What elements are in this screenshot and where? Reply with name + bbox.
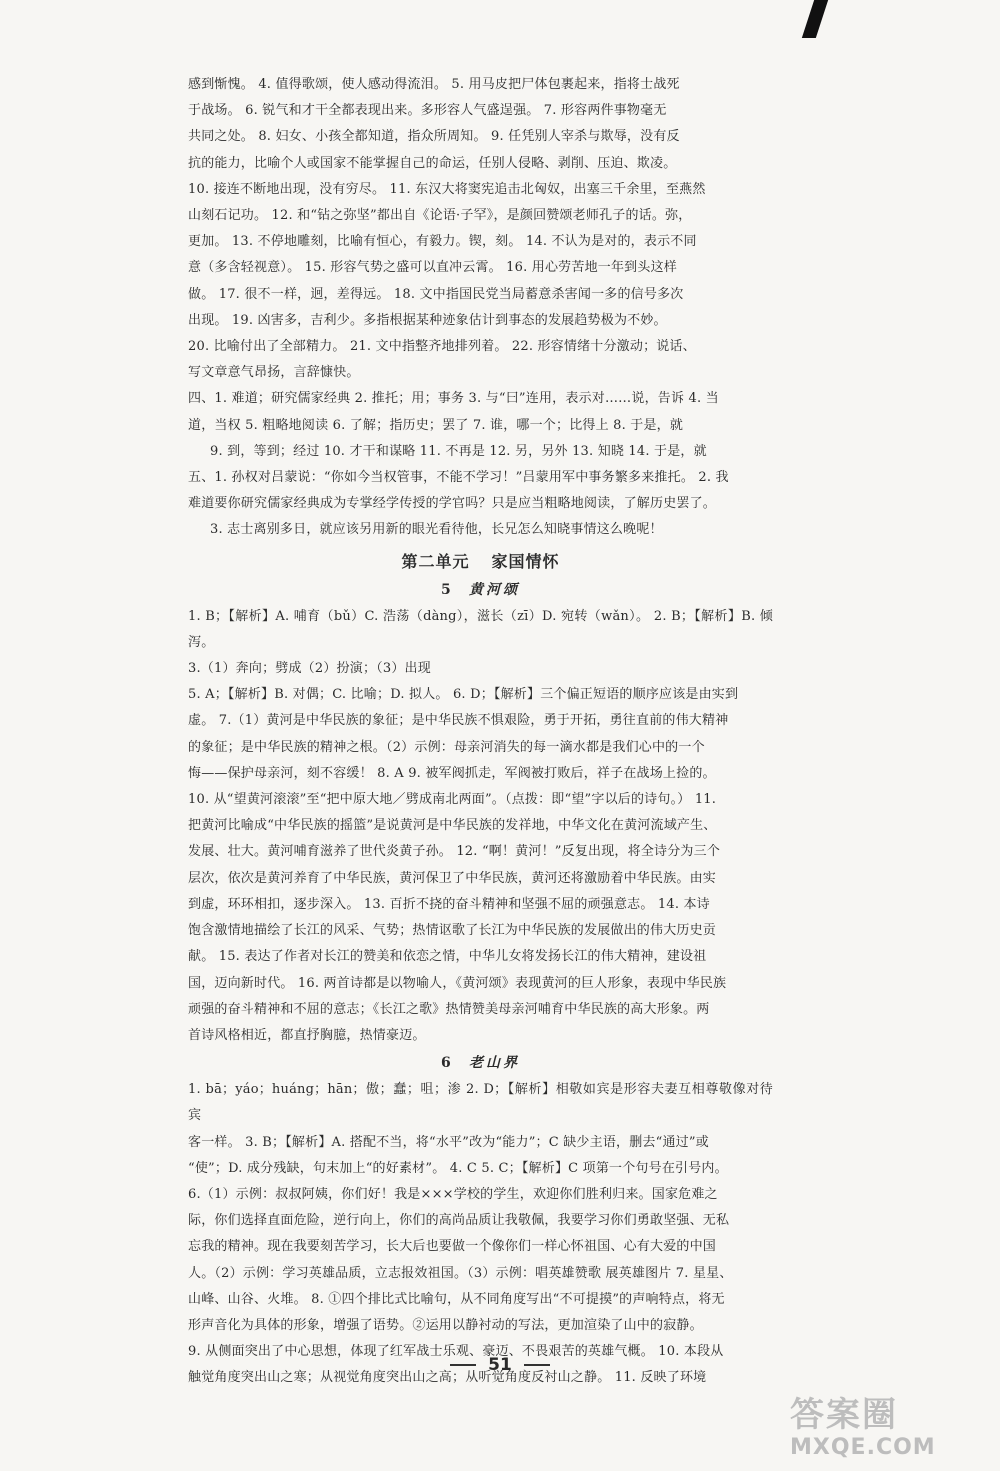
text-line: 1. bā；yáo；huáng；hān；傲；蠢；咀；渗 2. D；【解析】相敬如宾是形容夫妻互相尊敬像对待宾 bbox=[188, 1082, 773, 1124]
text-line: 四、1. 难道；研究儒家经典 2. 推托；用；事务 3. 与“曰”连用，表示对……说，告诉 4. 当 bbox=[188, 391, 719, 407]
text-line: 顽强的奋斗精神和不屈的意志；《长江之歌》热情赞美母亲河哺育中华民族的高大形象。两 bbox=[188, 1001, 710, 1017]
text-line: 3.（1）奔向；劈成（2）扮演；（3）出现 bbox=[188, 661, 431, 677]
text-line: 层次，依次是黄河养育了中华民族，黄河保卫了中华民族，黄河还将激励着中华民族。由实 bbox=[188, 870, 717, 886]
text-line: 6.（1）示例：叔叔阿姨，你们好！我是×××学校的学生，欢迎你们胜利归来。国家危难之 bbox=[188, 1186, 718, 1202]
lesson-number: 5 bbox=[441, 581, 451, 598]
text-line: 五、1. 孙权对吕蒙说：“你如今当权管事，不能不学习！”吕蒙用军中事务繁多来推托。 2. 我 bbox=[188, 470, 729, 486]
text-line: 悔——保护母亲河，刻不容缓！ 8. A 9. 被军阀抓走，军阀被打败后，祥子在战场上捡的。 bbox=[188, 765, 716, 781]
text-line: 5. A；【解析】B. 对偶；C. 比喻；D. 拟人。 6. D；【解析】三个偏正短语的顺序应该是由实到 bbox=[188, 687, 739, 703]
text-line: 际，你们选择直面危险，逆行向上，你们的高尚品质让我敬佩，我要学习你们勇敢坚强、无私 bbox=[188, 1213, 730, 1229]
text-line: 形声音化为具体的形象，增强了语势。②运用以静衬动的写法，更加渲染了山中的寂静。 bbox=[188, 1317, 703, 1333]
text-line: 做。 17. 很不一样，迥，差得远。 18. 文中指国民党当局蓄意杀害闻一多的信号多次 bbox=[188, 286, 684, 302]
unit-title bbox=[188, 548, 773, 576]
text-line: 9. 从侧面突出了中心思想，体现了红军战士乐观、豪迈、不畏艰苦的英雄气概。 10. 本段从 bbox=[188, 1344, 724, 1360]
text-line: 难道要你研究儒家经典成为专掌经学传授的学官吗？只是应当粗略地阅读，了解历史罢了。 bbox=[188, 496, 717, 512]
lesson-title bbox=[188, 1049, 773, 1077]
section-four bbox=[188, 386, 773, 465]
text-line: 人。（2）示例：学习英雄品质，立志报效祖国。（3）示例：唱英雄赞歌 展英雄图片 7. 星星、 bbox=[188, 1265, 733, 1281]
watermark-bottom: MXQE.COM bbox=[790, 1435, 936, 1460]
lesson-number: 6 bbox=[441, 1055, 451, 1072]
text-line: 共同之处。 8. 妇女、小孩全都知道，指众所周知。 9. 任凭别人宰杀与欺辱，没有反 bbox=[188, 129, 680, 145]
text-line: 20. 比喻付出了全部精力。 21. 文中指整齐地排列着。 22. 形容情绪十分激动；说话、 bbox=[188, 339, 696, 355]
answer-content bbox=[188, 72, 773, 1392]
text-line: 发展、壮大。黄河哺育滋养了世代炎黄子孙。 12. “啊！黄河！”反复出现，将全诗分为三个 bbox=[188, 844, 721, 860]
text-line: 虚。 7.（1）黄河是中华民族的象征；是中华民族不惧艰险，勇于开拓，勇往直前的伟大精神 bbox=[188, 713, 729, 729]
text-line: 客一样。 3. B；【解析】A. 搭配不当，将“水平”改为“能力”；C 缺少主语，删去“通过”或 bbox=[188, 1134, 709, 1150]
text-line: 9. 到，等到；经过 10. 才干和谋略 11. 不再是 12. 另，另外 13. 知晓 14. 于是，就 bbox=[210, 443, 707, 459]
lesson-title bbox=[188, 576, 773, 604]
text-line: 饱含激情地描绘了长江的风采、气势；热情讴歌了长江为中华民族的发展做出的伟大历史贡 bbox=[188, 923, 717, 939]
text-line: 抗的能力，比喻个人或国家不能掌握自己的命运，任别人侵略、剥削、压迫、欺凌。 bbox=[188, 155, 677, 171]
text-line: 感到惭愧。 4. 值得歌颂，使人感动得流泪。 5. 用马皮把尸体包裹起来，指将士战死 bbox=[188, 77, 680, 92]
page-number bbox=[0, 1355, 1000, 1375]
text-line: 到虚，环环相扣，逐步深入。 13. 百折不挠的奋斗精神和坚强不屈的顽强意志。 14. 本诗 bbox=[188, 896, 710, 912]
top-answers bbox=[188, 72, 773, 386]
text-line: 的象征；是中华民族的精神之根。（2）示例：母亲河消失的每一滴水都是我们心中的一个 bbox=[188, 739, 705, 755]
unit-title-part1: 第二单元 bbox=[401, 551, 470, 571]
lesson-name: 黄河颂 bbox=[468, 581, 520, 598]
unit-title-part2: 家国情怀 bbox=[491, 551, 560, 571]
text-line: 把黄河比喻成“中华民族的摇篮”是说黄河是中华民族的发祥地，中华文化在黄河流域产生、 bbox=[188, 818, 717, 834]
text-line: 献。 15. 表达了作者对长江的赞美和依恋之情，中华儿女将发扬长江的伟大精神，建设祖 bbox=[188, 949, 707, 965]
text-line: 出现。 19. 凶害多，吉利少。多指根据某种迹象估计到事态的发展趋势极为不妙。 bbox=[188, 312, 667, 328]
text-line: “使”；D. 成分残缺，句末加上“的好素材”。 4. C 5. C；【解析】C 项第一个句号在引号内。 bbox=[188, 1160, 728, 1176]
section-five bbox=[188, 465, 773, 544]
text-line: 更加。 13. 不停地雕刻，比喻有恒心，有毅力。锲，刻。 14. 不认为是对的，表示不同 bbox=[188, 234, 697, 250]
text-line: 国，迈向新时代。 16. 两首诗都是以物喻人，《黄河颂》表现黄河的巨人形象，表现中华民族 bbox=[188, 975, 727, 991]
page-number-value: 51 bbox=[488, 1355, 512, 1375]
corner-mark bbox=[802, 0, 828, 38]
text-line: 触觉角度突出山之寒；从视觉角度突出山之高；从听觉角度反衬山之静。 11. 反映了环境 bbox=[188, 1370, 707, 1386]
text-line: 山刻石记功。 12. 和“钻之弥坚”都出自《论语·子罕》，是颜回赞颂老师孔子的话。弥， bbox=[188, 208, 692, 224]
text-line: 10. 接连不断地出现，没有穷尽。 11. 东汉大将窦宪追击北匈奴，出塞三千余里，至燕然 bbox=[188, 181, 706, 197]
text-line: 于战场。 6. 锐气和才干全都表现出来。多形容人气盛逞强。 7. 形容两件事物毫无 bbox=[188, 103, 667, 119]
text-line: 道，当权 5. 粗略地阅读 6. 了解；指历史；罢了 7. 谁，哪一个；比得上 8. 于是，就 bbox=[188, 417, 684, 433]
lesson6-answers bbox=[188, 1077, 773, 1391]
text-line: 3. 志士离别多日，就应该另用新的眼光看待他，长兄怎么知晓事情这么晚呢！ bbox=[210, 522, 663, 538]
lesson5-answers bbox=[188, 604, 773, 1049]
text-line: 10. 从“望黄河滚滚”至“把中原大地／劈成南北两面”。（点拨：即“望”字以后的诗句。） 11. bbox=[188, 792, 717, 808]
text-line: 写文章意气昂扬，言辞慷快。 bbox=[188, 365, 360, 381]
text-line: 意（多含轻视意）。 15. 形容气势之盛可以直冲云霄。 16. 用心劳苦地一年到头这样 bbox=[188, 260, 677, 276]
text-line: 首诗风格相近，都直抒胸臆，热情豪迈。 bbox=[188, 1027, 426, 1043]
text-line: 忘我的精神。现在我要刻苦学习，长大后也要做一个像你们一样心怀祖国、心有大爱的中国 bbox=[188, 1239, 717, 1255]
lesson-name: 老山界 bbox=[468, 1055, 520, 1072]
watermark-top: 答案圈 bbox=[790, 1395, 898, 1435]
watermark-logo bbox=[790, 1395, 970, 1465]
text-line: 山峰、山谷、火堆。 8. ①四个排比式比喻句，从不同角度写出“不可提摸”的声响特点，将无 bbox=[188, 1291, 725, 1307]
text-line: 1. B；【解析】A. 哺育（bǔ）C. 浩荡（dàng），滋长（zī）D. 宛转（wǎn）。 2. B；【解析】B. 倾泻。 bbox=[188, 608, 773, 650]
